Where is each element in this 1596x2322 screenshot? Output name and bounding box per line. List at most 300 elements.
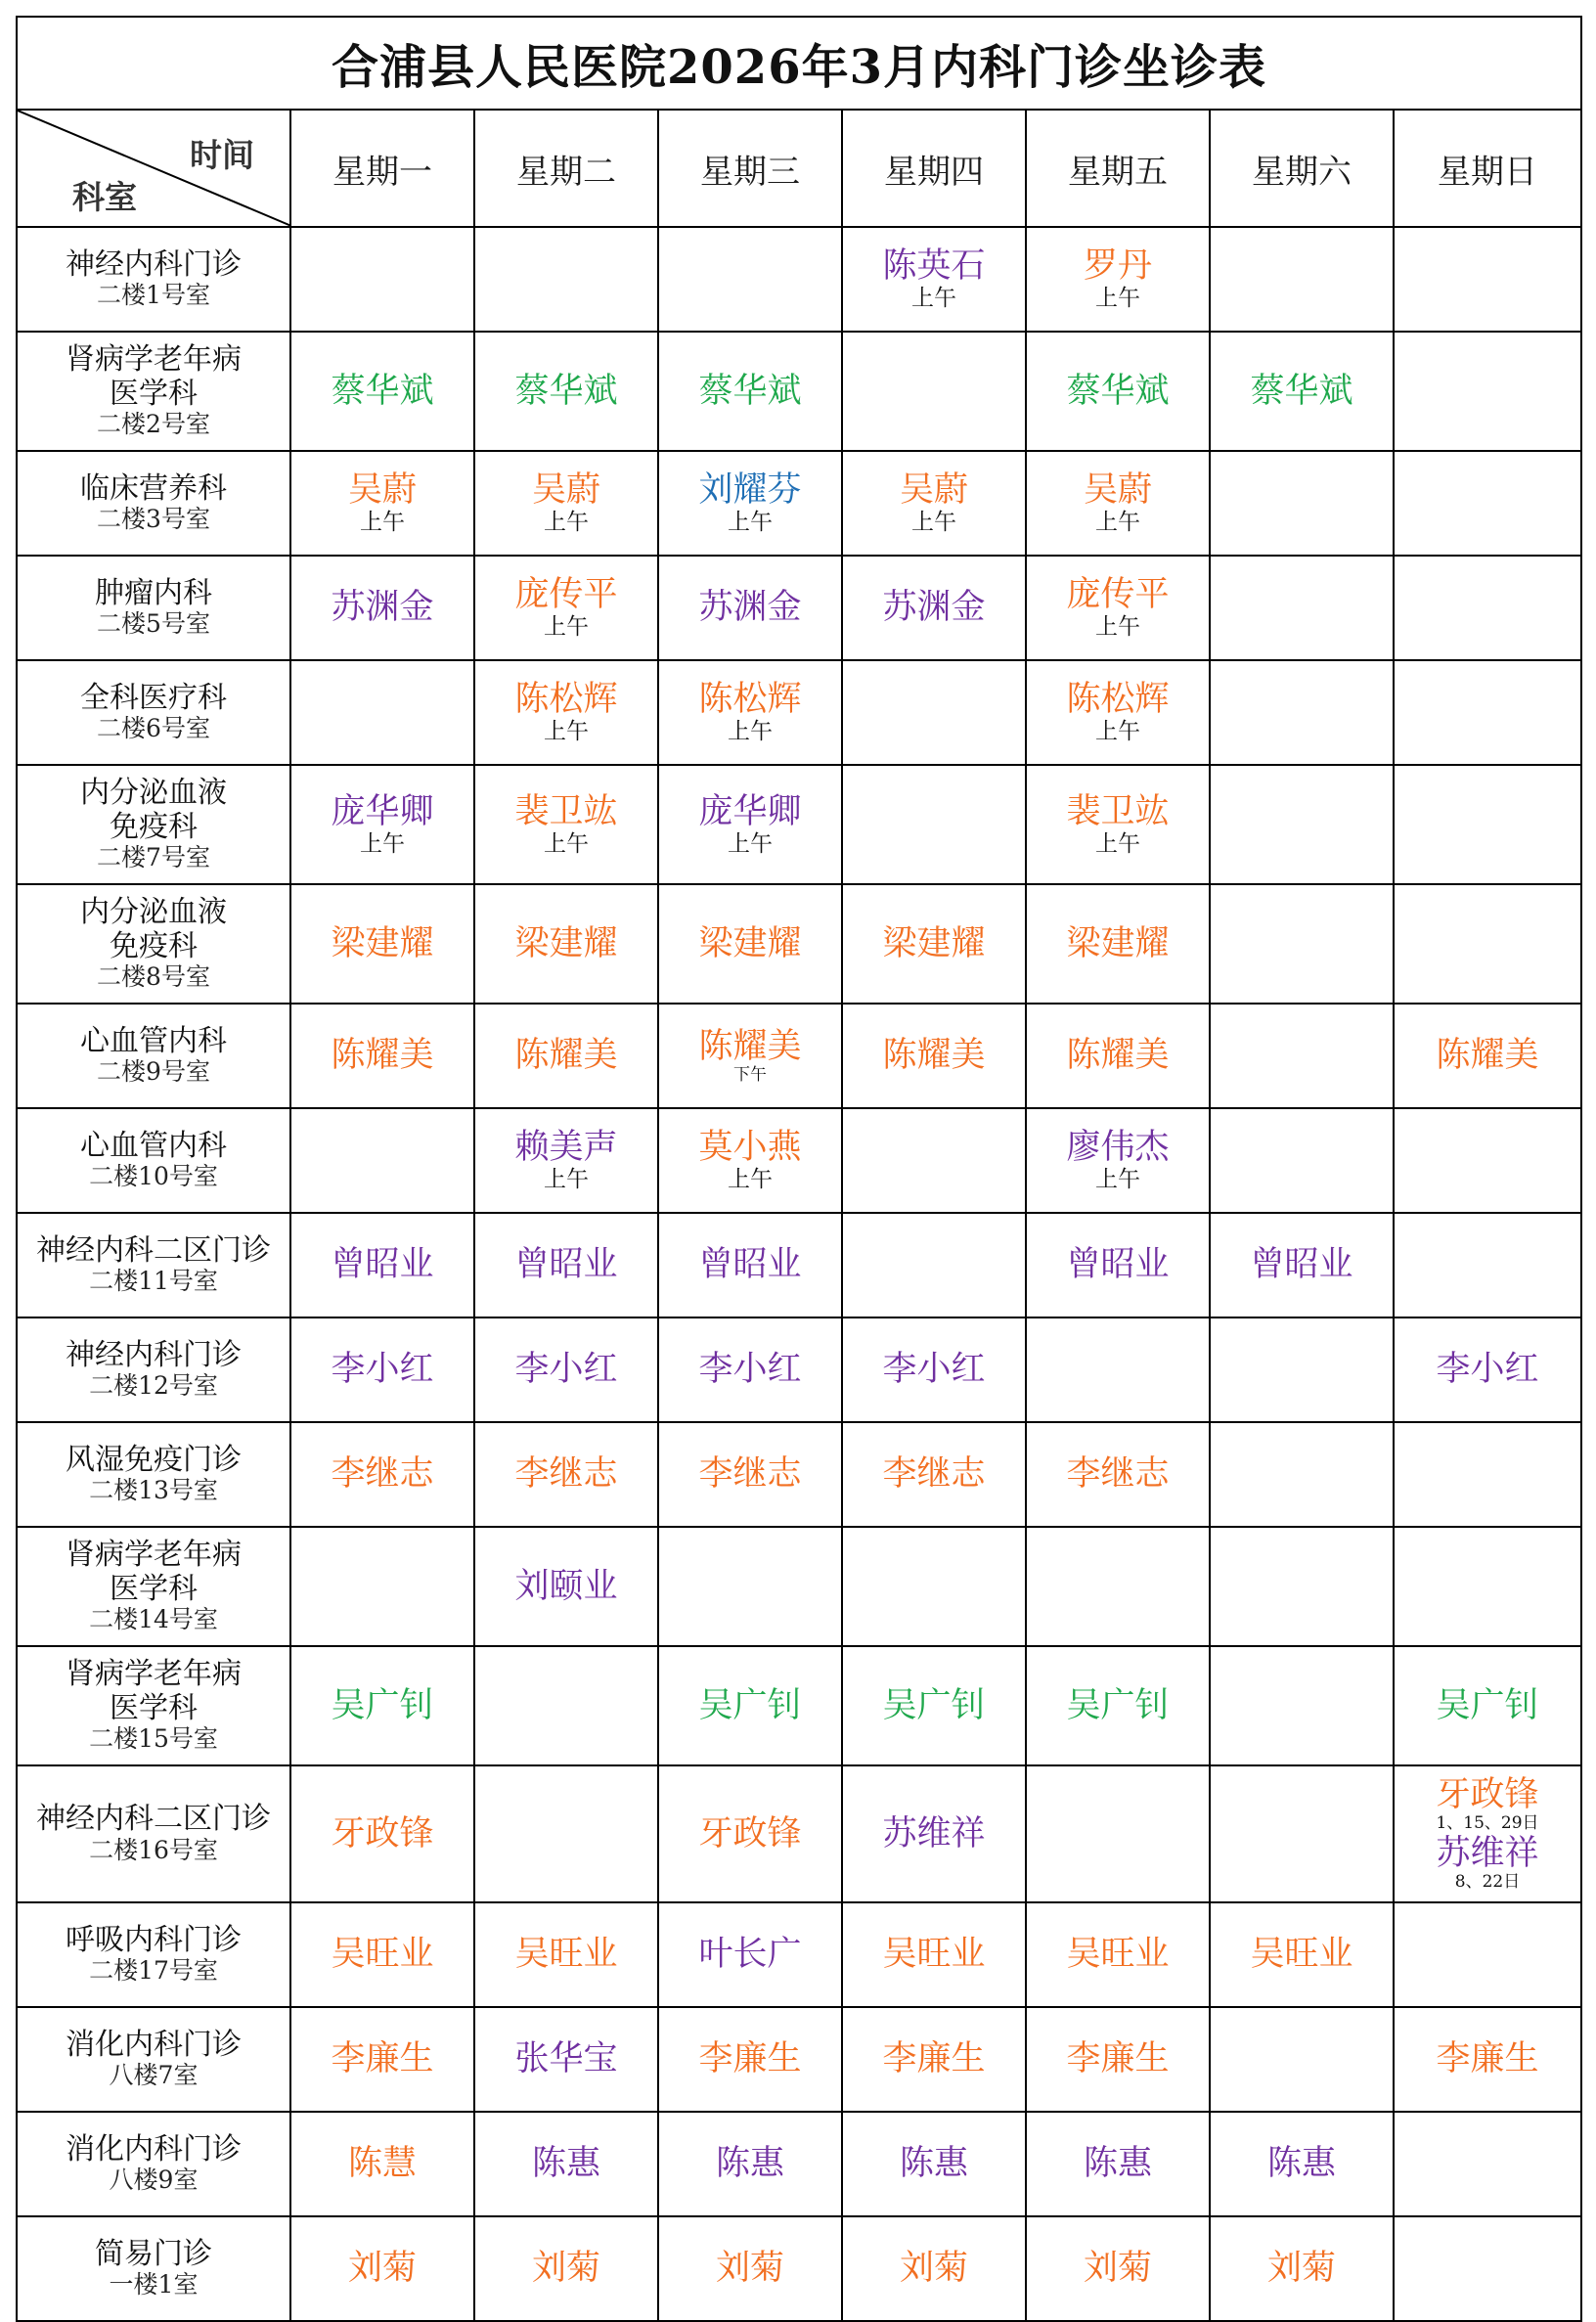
doctor-name: 吴旺业	[1066, 1935, 1170, 1975]
schedule-cell	[474, 332, 658, 451]
department-name: 风湿免疫门诊	[66, 1442, 242, 1477]
doctor-name: 曾昭业	[1066, 1245, 1170, 1285]
schedule-cell	[1210, 884, 1394, 1004]
doctor-name: 李廉生	[698, 2039, 802, 2079]
schedule-cell	[842, 332, 1026, 451]
doctor-name: 吴广钊	[882, 1685, 986, 1725]
corner-time-label: 时间	[190, 136, 254, 174]
schedule-cell	[842, 1422, 1026, 1527]
schedule-cell	[474, 1527, 658, 1646]
schedule-cell	[474, 1317, 658, 1422]
session-note: 上午	[911, 286, 956, 312]
schedule-cell	[842, 2112, 1026, 2216]
doctor-name: 曾昭业	[514, 1245, 618, 1285]
doctor-name: 曾昭业	[1250, 1245, 1353, 1285]
session-note: 上午	[728, 830, 773, 857]
session-note: 上午	[911, 510, 956, 536]
schedule-cell	[1026, 1765, 1210, 1902]
room-number: 二楼16号室	[89, 1835, 218, 1864]
schedule-cell	[1026, 2216, 1210, 2321]
room-number: 二楼3号室	[97, 505, 210, 534]
doctor-name: 吴旺业	[882, 1935, 986, 1975]
room-number: 二楼1号室	[97, 281, 210, 310]
schedule-cell	[842, 1108, 1026, 1213]
department-name: 呼吸内科门诊	[66, 1922, 242, 1957]
doctor-name: 李小红	[514, 1350, 618, 1390]
session-note: 上午	[544, 1167, 589, 1193]
schedule-cell	[474, 451, 658, 556]
doctor-name: 刘菊	[531, 2249, 600, 2289]
doctor-name: 李廉生	[1436, 2039, 1539, 2079]
session-note: 上午	[1095, 286, 1140, 312]
department-name: 心血管内科	[80, 1023, 227, 1058]
schedule-cell	[1210, 1317, 1394, 1422]
schedule-cell	[474, 884, 658, 1004]
department-cell	[17, 1317, 290, 1422]
schedule-cell	[658, 556, 842, 660]
table-row	[17, 2007, 1581, 2112]
schedule-cell	[658, 660, 842, 765]
schedule-cell	[290, 2112, 474, 2216]
schedule-cell	[658, 765, 842, 884]
schedule-cell	[842, 1646, 1026, 1765]
doctor-name: 李廉生	[1066, 2039, 1170, 2079]
doctor-name: 梁建耀	[1066, 923, 1170, 963]
table-row	[17, 1108, 1581, 1213]
session-note: 1、15、29日	[1436, 1813, 1539, 1834]
day-header: 星期一	[290, 110, 474, 227]
room-number: 八楼7室	[109, 2061, 199, 2090]
doctor-name: 苏维祥	[1436, 1834, 1539, 1873]
schedule-cell	[290, 884, 474, 1004]
doctor-name: 裴卫竑	[1066, 791, 1170, 831]
doctor-name: 陈松辉	[514, 680, 618, 720]
schedule-table	[16, 16, 1582, 2322]
schedule-cell	[290, 1646, 474, 1765]
schedule-cell	[1026, 1213, 1210, 1317]
corner-dept-label: 科室	[72, 178, 137, 216]
session-note: 上午	[544, 510, 589, 536]
room-number: 二楼9号室	[97, 1057, 210, 1087]
department-name: 全科医疗科	[80, 680, 227, 715]
doctor-name: 蔡华斌	[331, 371, 434, 411]
table-row	[17, 556, 1581, 660]
doctor-name: 陈惠	[715, 2144, 784, 2184]
room-number: 二楼11号室	[89, 1267, 218, 1296]
department-cell	[17, 2216, 290, 2321]
header-corner-cell	[17, 110, 290, 227]
session-note: 上午	[1095, 614, 1140, 641]
doctor-name: 李继志	[1066, 1454, 1170, 1495]
doctor-name: 陈耀美	[698, 1026, 802, 1066]
room-number: 二楼13号室	[89, 1476, 218, 1505]
table-row	[17, 451, 1581, 556]
doctor-name: 陈惠	[1266, 2144, 1336, 2184]
doctor-name: 蔡华斌	[514, 371, 618, 411]
department-name: 临床营养科	[80, 470, 227, 506]
doctor-name: 曾昭业	[331, 1245, 434, 1285]
schedule-cell	[658, 451, 842, 556]
department-cell	[17, 1108, 290, 1213]
room-number: 二楼2号室	[97, 410, 210, 439]
session-note: 上午	[728, 510, 773, 536]
schedule-cell	[1026, 660, 1210, 765]
schedule-cell	[842, 884, 1026, 1004]
schedule-cell	[290, 1108, 474, 1213]
schedule-cell	[1394, 1422, 1581, 1527]
table-row	[17, 1527, 1581, 1646]
doctor-name: 张华宝	[514, 2039, 618, 2079]
schedule-cell	[1394, 660, 1581, 765]
doctor-name: 李继志	[331, 1454, 434, 1495]
schedule-cell	[1394, 884, 1581, 1004]
schedule-cell	[290, 2216, 474, 2321]
doctor-name: 曾昭业	[698, 1245, 802, 1285]
schedule-cell	[842, 1765, 1026, 1902]
schedule-cell	[1026, 2112, 1210, 2216]
table-row	[17, 1004, 1581, 1108]
day-header: 星期二	[474, 110, 658, 227]
schedule-cell	[658, 2007, 842, 2112]
schedule-cell	[842, 1317, 1026, 1422]
schedule-cell	[290, 660, 474, 765]
doctor-name: 庞华卿	[331, 791, 434, 831]
doctor-name: 李小红	[331, 1350, 434, 1390]
schedule-cell	[474, 660, 658, 765]
doctor-name: 陈耀美	[514, 1036, 618, 1076]
table-row	[17, 332, 1581, 451]
schedule-cell	[658, 1213, 842, 1317]
schedule-cell	[1394, 1646, 1581, 1765]
department-cell	[17, 332, 290, 451]
schedule-cell	[1394, 2007, 1581, 2112]
schedule-cell	[1026, 556, 1210, 660]
schedule-cell	[658, 1108, 842, 1213]
doctor-name: 刘耀芬	[698, 470, 802, 511]
table-row	[17, 765, 1581, 884]
department-name: 医学科	[110, 376, 198, 411]
table-row	[17, 1317, 1581, 1422]
department-name: 免疫科	[110, 928, 198, 963]
schedule-cell	[1394, 1765, 1581, 1902]
doctor-name: 苏维祥	[882, 1813, 986, 1853]
schedule-cell	[474, 1108, 658, 1213]
department-cell	[17, 1004, 290, 1108]
schedule-cell	[1210, 1765, 1394, 1902]
room-number: 二楼15号室	[89, 1724, 218, 1754]
table-row	[17, 1646, 1581, 1765]
room-number: 一楼1室	[109, 2270, 199, 2300]
doctor-name: 牙政锋	[1436, 1775, 1539, 1815]
room-number: 二楼5号室	[97, 609, 210, 639]
day-header: 星期四	[842, 110, 1026, 227]
doctor-name: 吴旺业	[514, 1935, 618, 1975]
room-number: 八楼9室	[109, 2166, 199, 2195]
department-cell	[17, 1765, 290, 1902]
doctor-name: 吴广钊	[1066, 1685, 1170, 1725]
schedule-cell	[842, 1213, 1026, 1317]
room-number: 二楼8号室	[97, 962, 210, 992]
schedule-cell	[658, 2112, 842, 2216]
schedule-cell	[1210, 765, 1394, 884]
doctor-name: 李小红	[1436, 1350, 1539, 1390]
session-note: 上午	[728, 719, 773, 745]
room-number: 二楼12号室	[89, 1371, 218, 1401]
department-cell	[17, 1422, 290, 1527]
doctor-name: 赖美声	[514, 1128, 618, 1168]
schedule-cell	[658, 884, 842, 1004]
department-name: 消化内科门诊	[66, 2027, 242, 2062]
schedule-cell	[1210, 227, 1394, 332]
schedule-cell	[474, 1902, 658, 2007]
schedule-cell	[1394, 332, 1581, 451]
schedule-cell	[1026, 227, 1210, 332]
doctor-name: 蔡华斌	[1250, 371, 1353, 411]
doctor-name: 陈松辉	[1066, 680, 1170, 720]
doctor-name: 刘菊	[899, 2249, 968, 2289]
doctor-name: 罗丹	[1083, 246, 1152, 287]
session-note: 上午	[1095, 719, 1140, 745]
schedule-cell	[1394, 1317, 1581, 1422]
doctor-name: 李继志	[882, 1454, 986, 1495]
schedule-cell	[1210, 451, 1394, 556]
schedule-cell	[1210, 556, 1394, 660]
schedule-cell	[1026, 1317, 1210, 1422]
doctor-name: 廖伟杰	[1066, 1128, 1170, 1168]
doctor-name: 刘菊	[715, 2249, 784, 2289]
schedule-cell	[290, 1213, 474, 1317]
department-name: 内分泌血液	[80, 776, 227, 811]
room-number: 二楼6号室	[97, 714, 210, 743]
table-row	[17, 660, 1581, 765]
schedule-cell	[658, 2216, 842, 2321]
page-title: 合浦县人民医院2026年3月内科门诊坐诊表	[17, 17, 1581, 110]
department-cell	[17, 2112, 290, 2216]
session-note: 下午	[733, 1064, 767, 1085]
schedule-cell	[842, 1527, 1026, 1646]
room-number: 二楼7号室	[97, 843, 210, 872]
schedule-cell	[290, 556, 474, 660]
doctor-name: 牙政锋	[698, 1813, 802, 1853]
doctor-name: 陈耀美	[331, 1036, 434, 1076]
schedule-cell	[474, 227, 658, 332]
day-header: 星期六	[1210, 110, 1394, 227]
schedule-cell	[1210, 2112, 1394, 2216]
schedule-cell	[658, 332, 842, 451]
table-row	[17, 2112, 1581, 2216]
schedule-cell	[290, 2007, 474, 2112]
schedule-cell	[474, 2112, 658, 2216]
schedule-cell	[474, 1422, 658, 1527]
department-cell	[17, 1902, 290, 2007]
doctor-name: 吴蔚	[531, 470, 600, 511]
schedule-cell	[474, 556, 658, 660]
doctor-name: 刘菊	[347, 2249, 417, 2289]
doctor-name: 陈慧	[347, 2144, 417, 2184]
doctor-name: 陈惠	[1083, 2144, 1152, 2184]
schedule-cell	[1210, 2216, 1394, 2321]
schedule-cell	[1026, 1527, 1210, 1646]
doctor-name: 吴蔚	[347, 470, 417, 511]
department-name: 神经内科门诊	[66, 1337, 242, 1372]
room-number: 二楼10号室	[89, 1162, 218, 1191]
schedule-cell	[1394, 2216, 1581, 2321]
doctor-name: 吴广钊	[331, 1685, 434, 1725]
table-row	[17, 884, 1581, 1004]
schedule-cell	[1394, 1902, 1581, 2007]
schedule-cell	[1210, 1646, 1394, 1765]
schedule-cell	[658, 227, 842, 332]
schedule-cell	[1026, 1902, 1210, 2007]
schedule-cell	[658, 1765, 842, 1902]
session-note: 8、22日	[1454, 1872, 1521, 1893]
doctor-name: 苏渊金	[882, 588, 986, 628]
schedule-cell	[842, 556, 1026, 660]
schedule-cell	[842, 451, 1026, 556]
department-cell	[17, 884, 290, 1004]
session-note: 上午	[360, 510, 405, 536]
schedule-cell	[1210, 1902, 1394, 2007]
department-name: 免疫科	[110, 809, 198, 844]
schedule-cell	[290, 765, 474, 884]
doctor-name: 陈耀美	[1436, 1036, 1539, 1076]
department-name: 肾病学老年病	[66, 342, 242, 378]
schedule-cell	[658, 1004, 842, 1108]
schedule-cell	[842, 227, 1026, 332]
schedule-cell	[1026, 332, 1210, 451]
schedule-cell	[842, 1902, 1026, 2007]
doctor-name: 梁建耀	[698, 923, 802, 963]
schedule-cell	[1210, 1422, 1394, 1527]
table-row	[17, 1422, 1581, 1527]
department-cell	[17, 1213, 290, 1317]
schedule-cell	[290, 1902, 474, 2007]
doctor-name: 吴蔚	[899, 470, 968, 511]
schedule-cell	[1210, 1213, 1394, 1317]
schedule-cell	[1394, 765, 1581, 884]
schedule-cell	[842, 765, 1026, 884]
schedule-cell	[1394, 1004, 1581, 1108]
day-header: 星期日	[1394, 110, 1581, 227]
doctor-name: 蔡华斌	[1066, 371, 1170, 411]
doctor-name: 叶长广	[698, 1935, 802, 1975]
doctor-name: 李小红	[882, 1350, 986, 1390]
doctor-name: 陈耀美	[1066, 1036, 1170, 1076]
department-name: 神经内科二区门诊	[36, 1232, 271, 1268]
schedule-cell	[1026, 2007, 1210, 2112]
session-note: 上午	[360, 830, 405, 857]
department-name: 心血管内科	[80, 1128, 227, 1163]
doctor-name: 吴旺业	[331, 1935, 434, 1975]
department-cell	[17, 451, 290, 556]
schedule-cell	[842, 2007, 1026, 2112]
schedule-cell	[1394, 1108, 1581, 1213]
schedule-cell	[842, 660, 1026, 765]
schedule-cell	[1394, 451, 1581, 556]
doctor-name: 牙政锋	[331, 1813, 434, 1853]
schedule-cell	[1026, 1646, 1210, 1765]
session-note: 上午	[544, 719, 589, 745]
schedule-cell	[1210, 2007, 1394, 2112]
doctor-name: 李廉生	[882, 2039, 986, 2079]
doctor-name: 陈惠	[531, 2144, 600, 2184]
doctor-name: 吴广钊	[698, 1685, 802, 1725]
schedule-cell	[1210, 1108, 1394, 1213]
doctor-name: 吴蔚	[1083, 470, 1152, 511]
schedule-cell	[290, 227, 474, 332]
doctor-name: 梁建耀	[331, 923, 434, 963]
department-name: 肾病学老年病	[66, 1657, 242, 1692]
department-name: 内分泌血液	[80, 895, 227, 930]
schedule-cell	[1210, 660, 1394, 765]
doctor-name: 吴广钊	[1436, 1685, 1539, 1725]
schedule-cell	[1026, 765, 1210, 884]
table-row	[17, 1902, 1581, 2007]
department-cell	[17, 660, 290, 765]
schedule-cell	[474, 2216, 658, 2321]
schedule-cell	[658, 1317, 842, 1422]
schedule-cell	[474, 2007, 658, 2112]
schedule-cell	[1394, 2112, 1581, 2216]
table-row	[17, 1213, 1581, 1317]
schedule-cell	[1026, 1108, 1210, 1213]
schedule-cell	[1026, 884, 1210, 1004]
department-cell	[17, 2007, 290, 2112]
schedule-cell	[474, 1765, 658, 1902]
schedule-cell	[290, 1004, 474, 1108]
schedule-cell	[658, 1902, 842, 2007]
doctor-name: 蔡华斌	[698, 371, 802, 411]
schedule-cell	[1210, 1004, 1394, 1108]
department-cell	[17, 1527, 290, 1646]
doctor-name: 李继志	[514, 1454, 618, 1495]
schedule-cell	[842, 2216, 1026, 2321]
doctor-name: 裴卫竑	[514, 791, 618, 831]
doctor-name: 李小红	[698, 1350, 802, 1390]
schedule-cell	[1394, 556, 1581, 660]
schedule-cell	[658, 1646, 842, 1765]
session-note: 上午	[1095, 1167, 1140, 1193]
session-note: 上午	[1095, 510, 1140, 536]
doctor-name: 苏渊金	[698, 588, 802, 628]
doctor-name: 陈耀美	[882, 1036, 986, 1076]
schedule-cell	[658, 1422, 842, 1527]
room-number: 二楼17号室	[89, 1956, 218, 1986]
department-name: 肿瘤内科	[95, 575, 212, 610]
table-row	[17, 2216, 1581, 2321]
schedule-cell	[290, 1765, 474, 1902]
room-number: 二楼14号室	[89, 1605, 218, 1634]
doctor-name: 庞传平	[1066, 575, 1170, 615]
table-row	[17, 1765, 1581, 1902]
schedule-cell	[842, 1004, 1026, 1108]
doctor-name: 苏渊金	[331, 588, 434, 628]
doctor-name: 陈英石	[882, 246, 986, 287]
schedule-sheet	[16, 16, 1580, 2300]
table-row	[17, 227, 1581, 332]
department-name: 神经内科门诊	[66, 246, 242, 282]
schedule-cell	[1210, 332, 1394, 451]
department-cell	[17, 556, 290, 660]
schedule-cell	[1026, 1422, 1210, 1527]
schedule-cell	[1394, 1213, 1581, 1317]
department-name: 医学科	[110, 1690, 198, 1725]
doctor-name: 陈惠	[899, 2144, 968, 2184]
doctor-name: 李继志	[698, 1454, 802, 1495]
doctor-name: 庞华卿	[698, 791, 802, 831]
doctor-name: 李廉生	[331, 2039, 434, 2079]
department-name: 消化内科门诊	[66, 2131, 242, 2166]
